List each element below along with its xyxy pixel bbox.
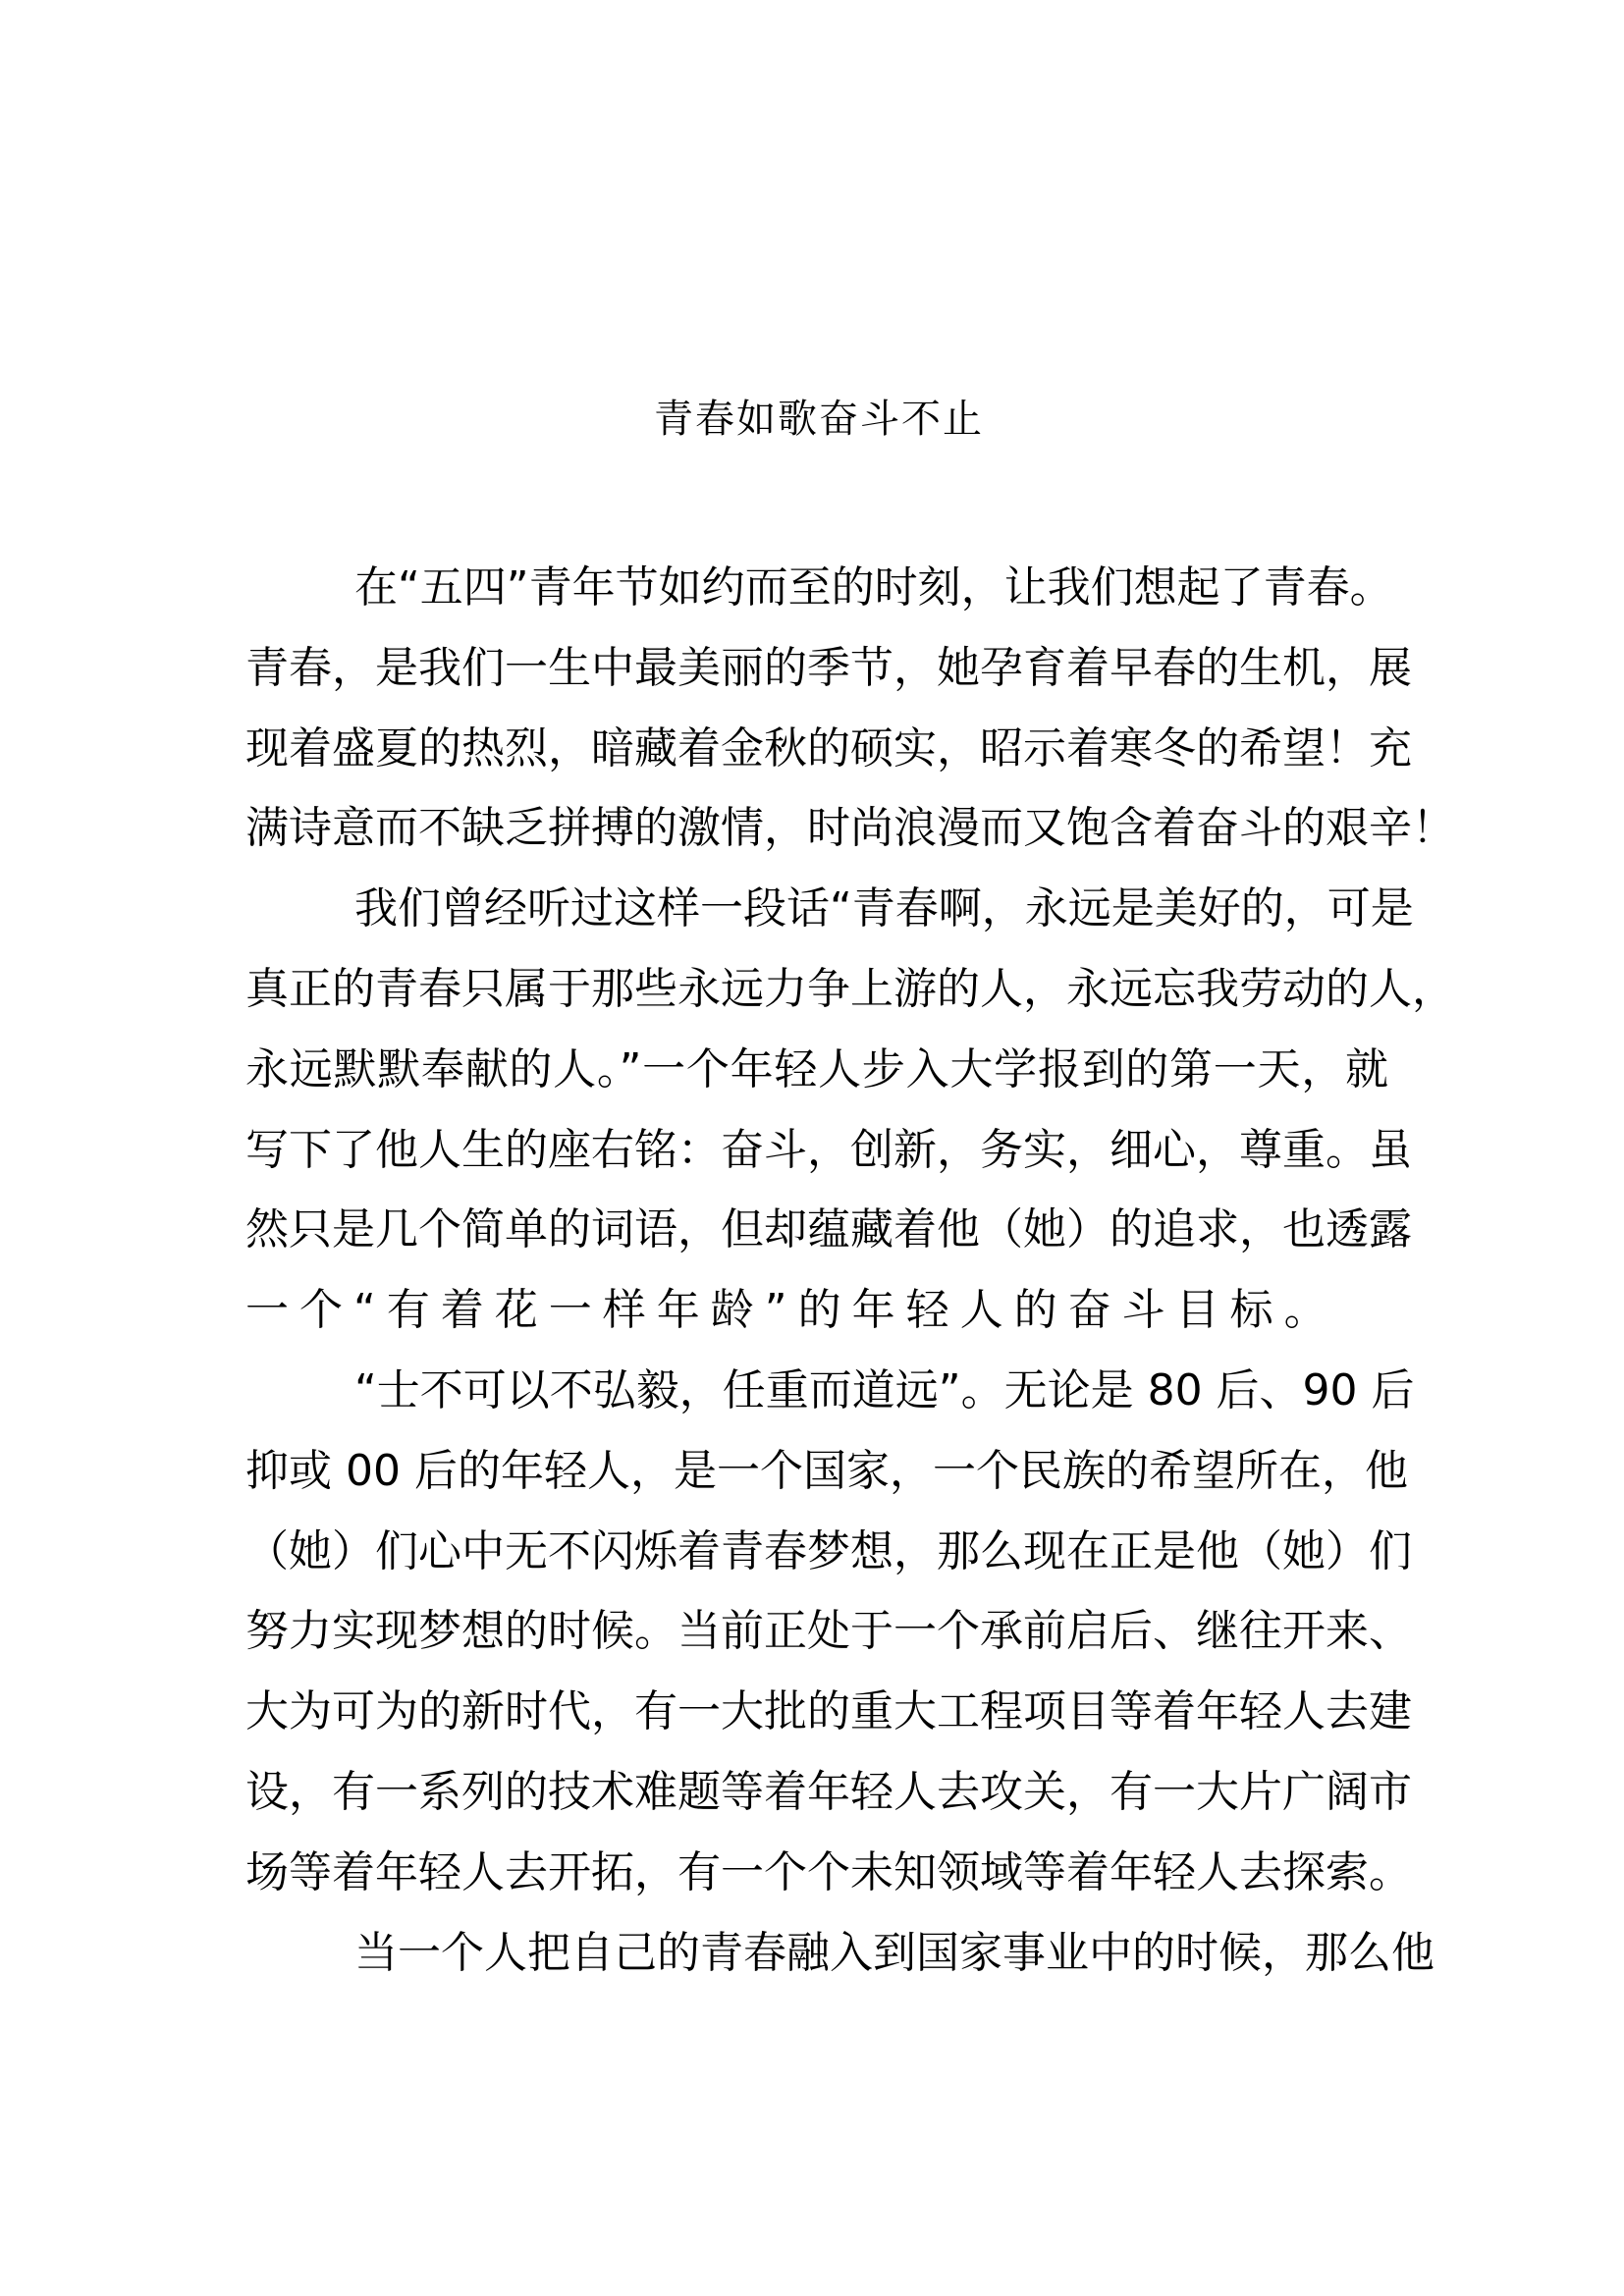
paragraph-2 xyxy=(245,869,1455,1351)
document-title: 青春如歌奋斗不止 xyxy=(654,397,984,442)
paragraph-1 xyxy=(245,548,1455,869)
paragraph-3 xyxy=(245,1351,1415,1913)
text-line: 满诗意而不缺乏拼搏的激情，时尚浪漫而又饱含着奋斗的艰辛！ xyxy=(245,803,1455,854)
text-line: 努力实现梦想的时候。当前正处于一个承前启后、继往开来、 xyxy=(245,1606,1412,1657)
text-line: “士不可以不弘毅，任重而道远”。无论是 80 后、90 后 xyxy=(354,1364,1415,1415)
text-line: 永远默默奉献的人。”一个年轻人步入大学报到的第一天，就 xyxy=(245,1043,1388,1095)
text-line: 一个“有着花一样年龄”的年轻人的奋斗目标。 xyxy=(245,1285,1338,1336)
text-line: 大为可为的新时代，有一大批的重大工程项目等着年轻人去建 xyxy=(245,1686,1412,1737)
text-line: 设，有一系列的技术难题等着年轻人去攻关，有一大片广阔市 xyxy=(245,1766,1412,1817)
text-line: 现着盛夏的热烈，暗藏着金秋的硕实，昭示着寒冬的希望！充 xyxy=(245,722,1412,774)
text-line: 当一个人把自己的青春融入到国家事业中的时候，那么他 xyxy=(354,1927,1435,1978)
text-line: 在“五四”青年节如约而至的时刻，让我们想起了青春。 xyxy=(354,562,1393,613)
text-line: 写下了他人生的座右铭：奋斗，创新，务实，细心，尊重。虽 xyxy=(245,1124,1412,1175)
document-body xyxy=(245,548,1455,1993)
text-line: 青春，是我们一生中最美丽的季节，她孕育着早春的生机，展 xyxy=(245,642,1412,693)
text-line: 真正的青春只属于那些永远力争上游的人，永远忘我劳动的人， xyxy=(245,963,1455,1014)
text-line: 我们曾经听过这样一段话“青春啊，永远是美好的，可是 xyxy=(354,883,1414,934)
text-line: 场等着年轻人去开拓，有一个个未知领域等着年轻人去探索。 xyxy=(245,1846,1412,1897)
text-line: 抑或 00 后的年轻人，是一个国家，一个民族的希望所在，他 xyxy=(245,1445,1408,1496)
paragraph-4 xyxy=(245,1913,1435,1994)
text-line: （她）们心中无不闪烁着青春梦想，那么现在正是他（她）们 xyxy=(245,1525,1412,1576)
text-line: 然只是几个简单的词语，但却蕴藏着他（她）的追求，也透露 xyxy=(245,1204,1412,1255)
